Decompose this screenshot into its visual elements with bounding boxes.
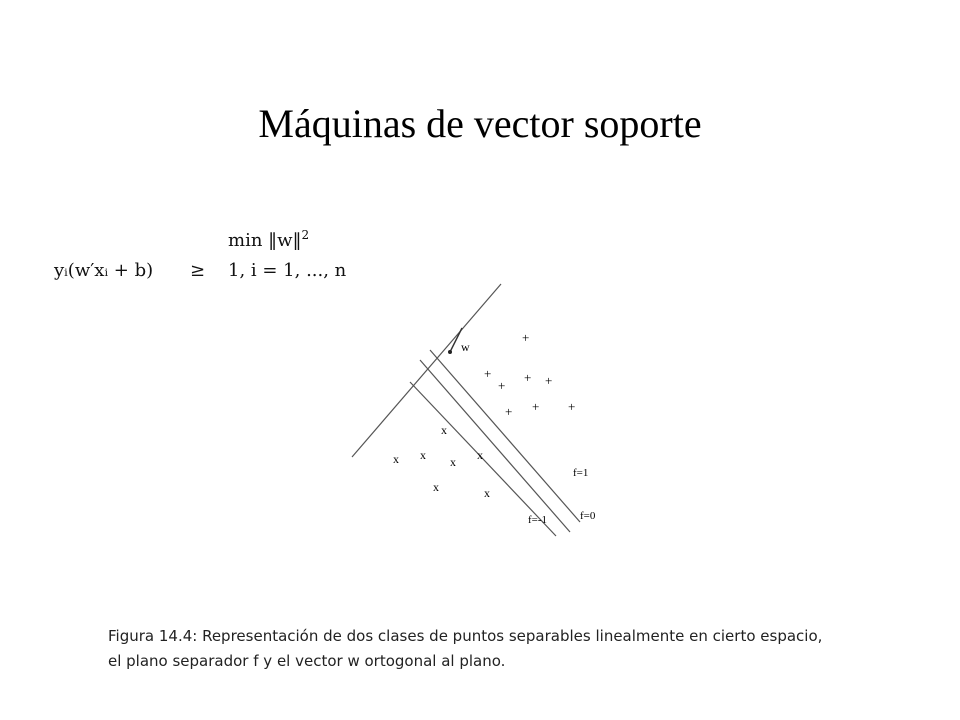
line-label-fminus1: f=-1 xyxy=(528,514,548,526)
plus-point: + xyxy=(505,404,513,419)
line-label-f0: f=0 xyxy=(580,510,596,522)
figure-caption xyxy=(108,624,868,674)
constraint-rhs: 1, i = 1, ..., n xyxy=(228,260,347,281)
plus-point: + xyxy=(568,399,576,414)
cross-point: x xyxy=(393,452,399,466)
cross-point: x xyxy=(441,423,447,437)
caption-line-2: el plano separador f y el vector w ortogonal al plano. xyxy=(108,652,506,670)
boundary-line-outer xyxy=(352,284,501,457)
caption-line-1: Figura 14.4: Representación de dos clases de puntos separables linealmente en cierto espacio, xyxy=(108,627,823,645)
w-vector-tip xyxy=(448,350,452,354)
cross-point: x xyxy=(477,448,483,462)
plus-point: + xyxy=(532,399,540,414)
objective-power: 2 xyxy=(301,228,310,242)
cross-point: x xyxy=(420,448,426,462)
plus-point: + xyxy=(522,330,530,345)
constraint-lhs: yᵢ(w′xᵢ + b) xyxy=(54,260,154,281)
plus-point: + xyxy=(498,378,506,393)
cross-point: x xyxy=(450,455,456,469)
plus-point: + xyxy=(484,366,492,381)
cross-point: x xyxy=(433,480,439,494)
line-label-f1: f=1 xyxy=(573,467,589,479)
cross-point: x xyxy=(484,486,490,500)
w-label: w xyxy=(461,340,470,354)
margin-line-f1 xyxy=(430,350,580,522)
svm-diagram xyxy=(340,280,620,545)
slide-title: Máquinas de vector soporte xyxy=(258,101,702,146)
plus-point: + xyxy=(545,373,553,388)
plus-point: + xyxy=(524,370,532,385)
objective-text: min ‖w‖ xyxy=(228,230,302,251)
svm-figure xyxy=(340,280,620,545)
constraint-relation: ≥ xyxy=(190,260,206,281)
objective-formula xyxy=(228,228,309,251)
